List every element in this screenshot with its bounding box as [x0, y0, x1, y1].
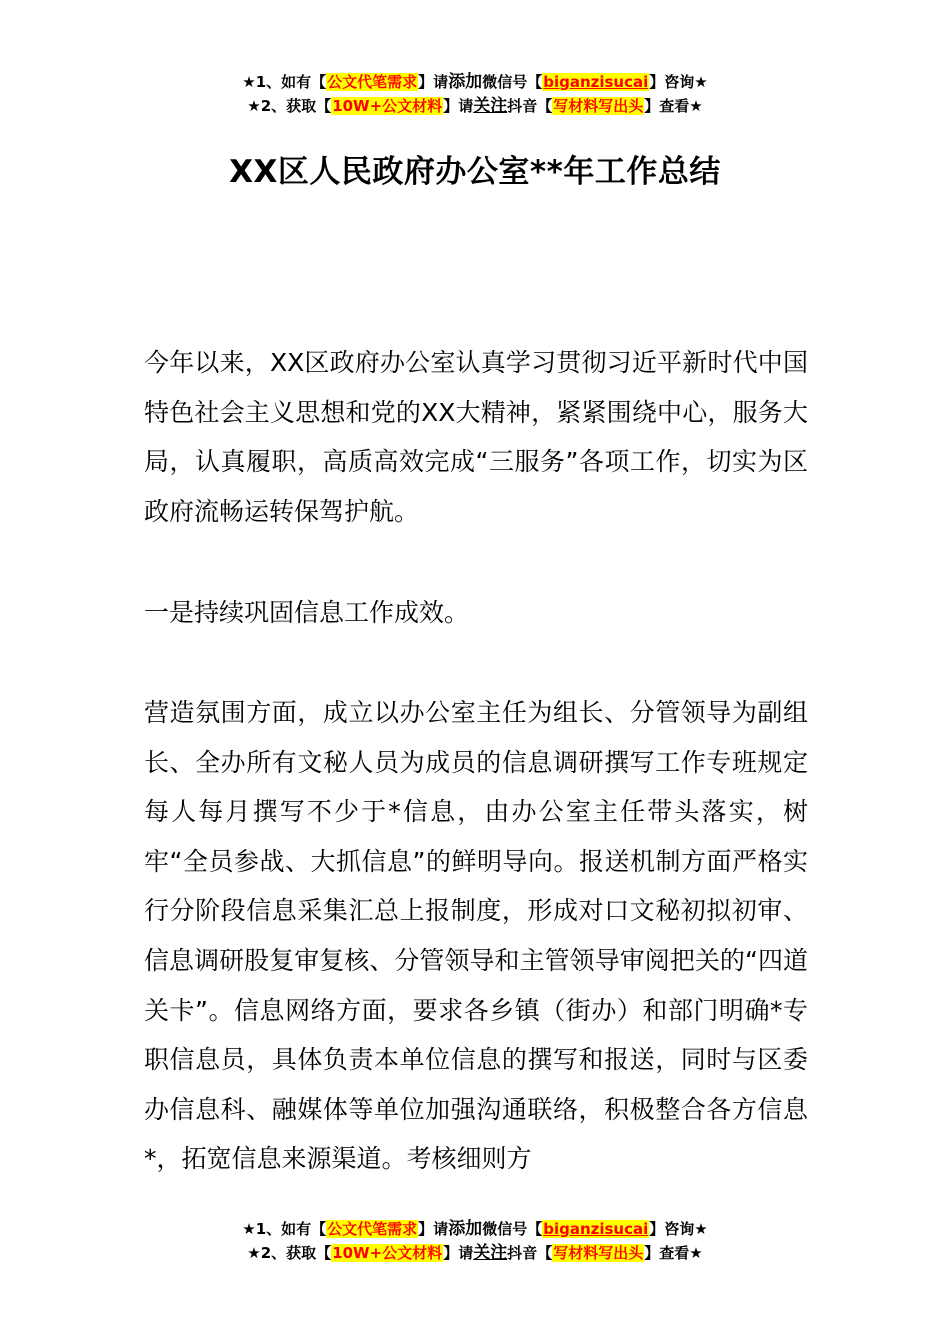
banner-highlight: 10W+公文材料 — [332, 97, 443, 115]
banner-text: ★1、如有【 — [242, 1220, 327, 1238]
banner-text: ★1、如有【 — [242, 73, 327, 91]
banner-text: 抖音【 — [507, 97, 553, 115]
banner-line-1 — [0, 1217, 950, 1241]
banner-highlight: 写材料写出头 — [553, 97, 644, 115]
banner-text: 】咨询★ — [649, 73, 708, 91]
intro-paragraph: 今年以来，XX区政府办公室认真学习贯彻习近平新时代中国特色社会主义思想和党的XX大精神，紧紧围绕中心，服务大局，认真履职，高质高效完成“三服务”各项工作，切实为区政府流畅运转保驾护航。 — [144, 348, 808, 526]
banner-text: 微信号【 — [482, 73, 543, 91]
banner-wechat-id: biganzisucai — [543, 73, 649, 91]
banner-line-2 — [0, 1241, 950, 1265]
banner-text: 】查看★ — [644, 1244, 703, 1262]
banner-highlight: 10W+公文材料 — [332, 1244, 443, 1262]
banner-highlight: 写材料写出头 — [553, 1244, 644, 1262]
banner-text: 】请 — [418, 1220, 449, 1238]
banner-text: 】查看★ — [644, 97, 703, 115]
bottom-ad-banner — [0, 1217, 950, 1265]
section-heading: 一是持续巩固信息工作成效。 — [144, 598, 470, 627]
banner-text: 】咨询★ — [649, 1220, 708, 1238]
banner-text: 】请 — [443, 97, 474, 115]
banner-text: 微信号【 — [482, 1220, 543, 1238]
banner-highlight: 公文代笔需求 — [327, 73, 418, 91]
body-paragraph: 营造氛围方面，成立以办公室主任为组长、分管领导为副组长、全办所有文秘人员为成员的信息调研撰写工作专班规定每人每月撰写不少于*信息，由办公室主任带头落实，树牢“全员参战、大抓信息”的鲜明导向。报送机制方面严格实行分阶段信息采集汇总上报制度，形成对口文秘初拟初审、信息调研股复审复核、分管领导和主管领导审阅把关的“四道关卡”。信息网络方面，要求各乡镇（街办）和部门明确*专职信息员，具体负责本单位信息的撰写和报送，同时与区委办信息科、融媒体等单位加强沟通联络，积极整合各方信息*，拓宽信息来源渠道。考核细则方 — [144, 698, 808, 1174]
banner-text: 抖音【 — [507, 1244, 553, 1262]
banner-text: ★2、获取【 — [247, 1244, 332, 1262]
document-title: XX区人民政府办公室**年工作总结 — [229, 154, 721, 190]
banner-text: ★2、获取【 — [247, 97, 332, 115]
banner-emphasis: 添加 — [448, 72, 483, 92]
banner-highlight: 公文代笔需求 — [327, 1220, 418, 1238]
banner-text: 】请 — [443, 1244, 474, 1262]
banner-emphasis: 关注 — [473, 1243, 508, 1263]
top-ad-banner — [0, 70, 950, 118]
banner-emphasis: 关注 — [473, 96, 508, 116]
banner-line-1 — [0, 70, 950, 94]
banner-line-2 — [0, 94, 950, 118]
banner-text: 】请 — [418, 73, 449, 91]
banner-emphasis: 添加 — [448, 1219, 483, 1239]
banner-wechat-id: biganzisucai — [543, 1220, 649, 1238]
